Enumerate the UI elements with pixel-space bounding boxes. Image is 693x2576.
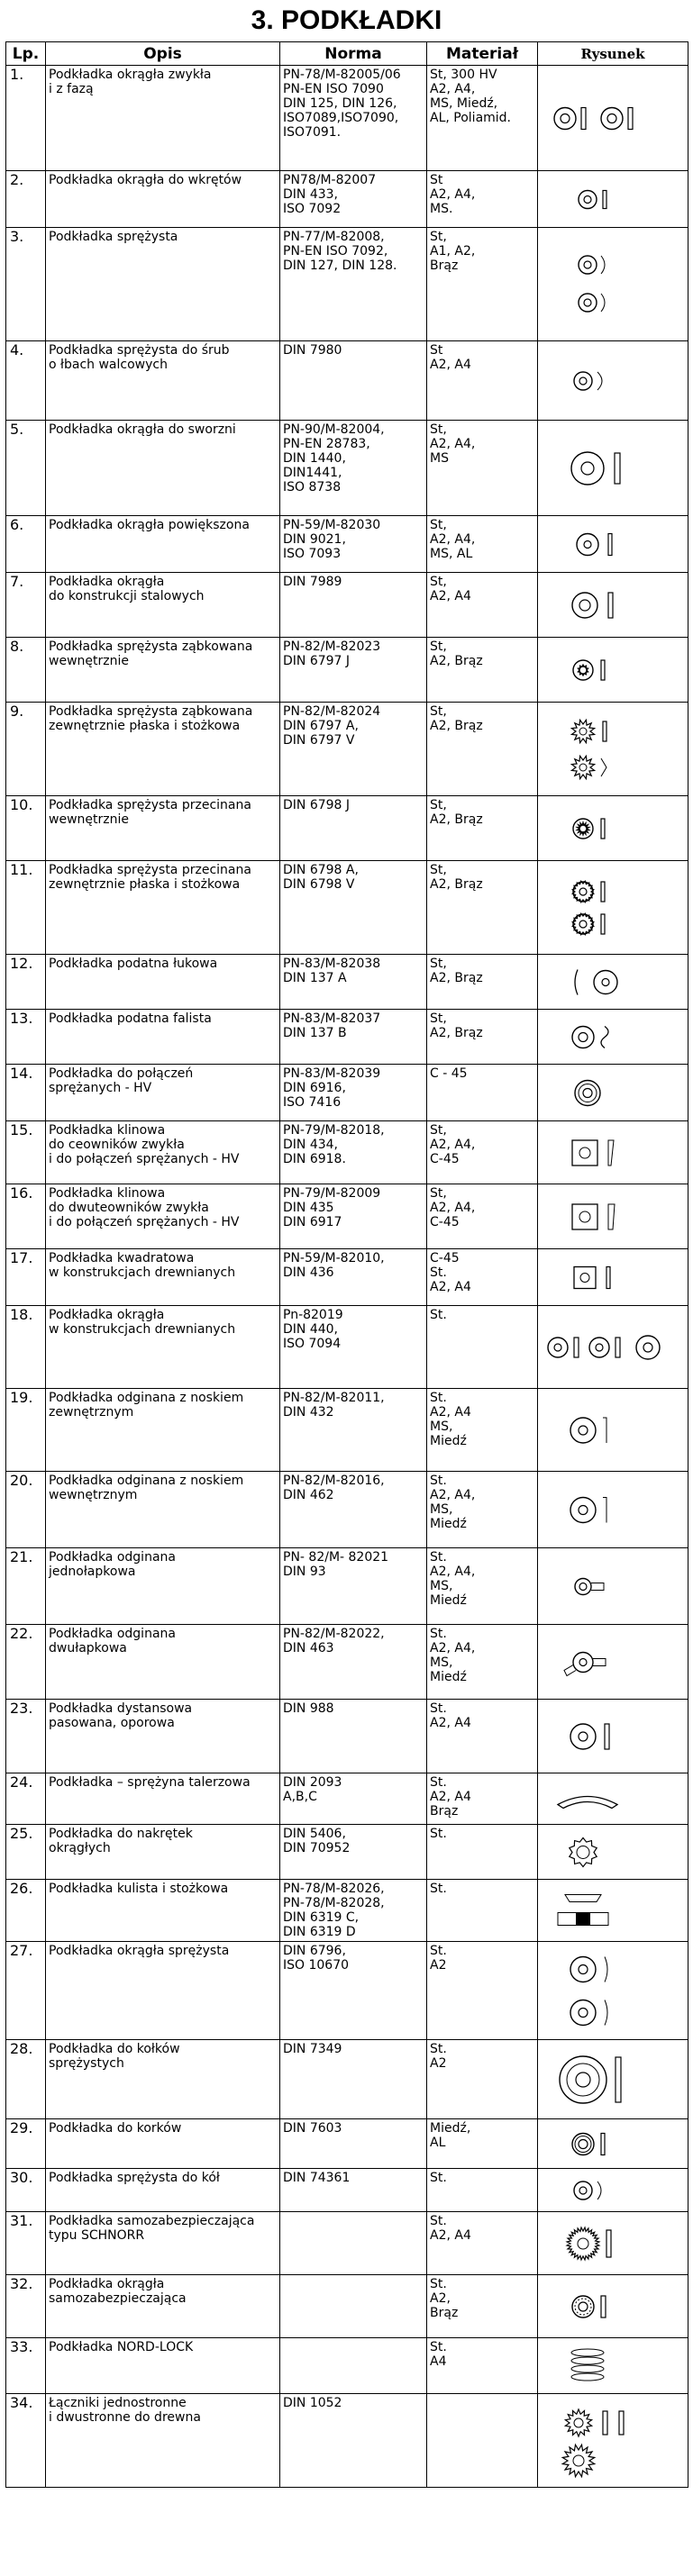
standard-cell: PN-82/M-82011, DIN 432 (280, 1389, 427, 1472)
drawing-cell (538, 1773, 688, 1825)
material-cell: Miedź, AL (427, 2119, 538, 2169)
description-cell: Podkładka okrągła w konstrukcjach drewnianych (46, 1306, 280, 1389)
material-cell: St, A2, Brąz (427, 703, 538, 796)
standard-cell: DIN 6798 A, DIN 6798 V (280, 861, 427, 955)
drawing-cell (538, 2394, 688, 2488)
table-row (6, 1880, 688, 1942)
lp-cell: 33. (6, 2338, 46, 2394)
table-row (6, 2275, 688, 2338)
material-cell: St. A2, A4 (427, 2212, 538, 2275)
description-cell: Podkładka okrągła do konstrukcji stalowych (46, 573, 280, 638)
header-opis: Opis (46, 42, 280, 66)
table-row (6, 1773, 688, 1825)
drawing-cell (538, 171, 688, 228)
description-cell: Podkładka sprężysta ząbkowana zewnętrznie płaska i stożkowa (46, 703, 280, 796)
square-taper-washer-icon (538, 1122, 682, 1184)
square-taper-washer-i-beam-icon (538, 1185, 682, 1248)
lp-cell: 26. (6, 1880, 46, 1942)
drawing-cell (538, 1389, 688, 1472)
table-row (6, 2394, 688, 2488)
material-cell: St. (427, 2169, 538, 2212)
description-cell: Podkładka okrągła sprężysta (46, 1942, 280, 2040)
square-washer-icon (538, 1250, 682, 1305)
nord-lock-washer-icon (538, 2339, 682, 2393)
disc-spring-icon (538, 1774, 682, 1824)
drawing-cell (538, 228, 688, 341)
table-row (6, 2040, 688, 2119)
self-locking-washer-icon (538, 2276, 682, 2337)
description-cell: Podkładka do nakrętek okrągłych (46, 1825, 280, 1880)
description-cell: Podkładka okrągła zwykła i z fazą (46, 66, 280, 171)
table-row (6, 1625, 688, 1700)
lp-cell: 23. (6, 1700, 46, 1773)
material-cell: St, A2, Brąz (427, 955, 538, 1010)
lp-cell: 5. (6, 421, 46, 516)
standard-cell: Pn-82019 DIN 440, ISO 7094 (280, 1306, 427, 1389)
lp-cell: 15. (6, 1121, 46, 1184)
description-cell: Podkładka podatna falista (46, 1010, 280, 1065)
drawing-cell (538, 573, 688, 638)
standard-cell: PN-82/M-82022, DIN 463 (280, 1625, 427, 1700)
lp-cell: 1. (6, 66, 46, 171)
lp-cell: 16. (6, 1184, 46, 1249)
lp-cell: 31. (6, 2212, 46, 2275)
lp-cell: 18. (6, 1306, 46, 1389)
table-row (6, 171, 688, 228)
standard-cell: PN-83/M-82038 DIN 137 A (280, 955, 427, 1010)
single-tab-washer-icon (538, 1549, 682, 1624)
description-cell: Podkładka odginana z noskiem zewnętrznym (46, 1389, 280, 1472)
standard-cell: PN- 82/M- 82021 DIN 93 (280, 1548, 427, 1625)
lp-cell: 6. (6, 516, 46, 573)
standard-cell: PN-79/M-82018, DIN 434, DIN 6918. (280, 1121, 427, 1184)
description-cell: Podkładka NORD-LOCK (46, 2338, 280, 2394)
table-row (6, 228, 688, 341)
table-row (6, 1825, 688, 1880)
lp-cell: 19. (6, 1389, 46, 1472)
description-cell: Podkładka sprężysta przecinana zewnętrznie płaska i stożkowa (46, 861, 280, 955)
description-cell: Podkładka sprężysta do kół (46, 2169, 280, 2212)
lp-cell: 21. (6, 1548, 46, 1625)
standard-cell: PN-83/M-82039 DIN 6916, ISO 7416 (280, 1065, 427, 1121)
washers-table (5, 41, 688, 2488)
table-row (6, 703, 688, 796)
steel-construction-washer-icon (538, 574, 682, 637)
drawing-cell (538, 66, 688, 171)
lp-cell: 20. (6, 1472, 46, 1548)
standard-cell: DIN 7349 (280, 2040, 427, 2119)
standard-cell: DIN 6796, ISO 10670 (280, 1942, 427, 2040)
drawing-cell (538, 516, 688, 573)
material-cell: St, A2, Brąz (427, 861, 538, 955)
internal-tab-washer-icon (538, 1473, 682, 1547)
table-row (6, 66, 688, 171)
header-lp: Lp. (6, 42, 46, 66)
standard-cell: DIN 5406, DIN 70952 (280, 1825, 427, 1880)
spherical-conical-washer-icon (538, 1881, 682, 1941)
table-row (6, 2212, 688, 2275)
lp-cell: 4. (6, 341, 46, 421)
material-cell: St. A2, A4 MS, Miedź (427, 1389, 538, 1472)
drawing-cell (538, 2275, 688, 2338)
material-cell: St, A2, A4 (427, 573, 538, 638)
curved-spring-washer-icon (538, 956, 682, 1009)
flat-washer-chamfer-icon (538, 67, 682, 170)
table-header-row (6, 42, 688, 66)
drawing-cell (538, 1306, 688, 1389)
lp-cell: 17. (6, 1249, 46, 1306)
material-cell: St, 300 HV A2, A4, MS, Miedź, AL, Poliamid. (427, 66, 538, 171)
lp-cell: 2. (6, 171, 46, 228)
material-cell: St A2, A4 (427, 341, 538, 421)
material-cell: C - 45 (427, 1065, 538, 1121)
material-cell: St, A2, Brąz (427, 796, 538, 861)
drawing-cell (538, 703, 688, 796)
drawing-cell (538, 2040, 688, 2119)
material-cell: St, A2, A4, C-45 (427, 1184, 538, 1249)
table-row (6, 1389, 688, 1472)
standard-cell (280, 2275, 427, 2338)
external-tab-washer-icon (538, 1390, 682, 1471)
table-row (6, 1121, 688, 1184)
material-cell: St A2, A4, MS. (427, 171, 538, 228)
page-title: 3. PODKŁADKI (251, 5, 442, 35)
material-cell: St, A2, A4, MS, AL (427, 516, 538, 573)
standard-cell: PN-90/M-82004, PN-EN 28783, DIN 1440, DIN1441, ISO 8738 (280, 421, 427, 516)
description-cell: Podkładka podatna łukowa (46, 955, 280, 1010)
lp-cell: 7. (6, 573, 46, 638)
standard-cell: DIN 7603 (280, 2119, 427, 2169)
standard-cell: DIN 2093 A,B,C (280, 1773, 427, 1825)
lp-cell: 34. (6, 2394, 46, 2488)
drawing-cell (538, 1121, 688, 1184)
lp-cell: 29. (6, 2119, 46, 2169)
lp-cell: 27. (6, 1942, 46, 2040)
header-rysunek: Rysunek (538, 42, 688, 66)
table-row (6, 341, 688, 421)
internal-tooth-washer-icon (538, 639, 682, 702)
shim-ring-icon (538, 1701, 682, 1773)
material-cell: St. A2, Brąz (427, 2275, 538, 2338)
hv-washer-icon (538, 1066, 682, 1120)
double-tab-washer-icon (538, 1626, 682, 1699)
drawing-cell (538, 2119, 688, 2169)
table-row (6, 1700, 688, 1773)
standard-cell: DIN 74361 (280, 2169, 427, 2212)
material-cell: St. A2 (427, 1942, 538, 2040)
lp-cell: 10. (6, 796, 46, 861)
material-cell: St. A2, A4 (427, 1700, 538, 1773)
table-row (6, 955, 688, 1010)
standard-cell: DIN 6798 J (280, 796, 427, 861)
lp-cell: 8. (6, 638, 46, 703)
drawing-cell (538, 1472, 688, 1548)
internal-serrated-washer-icon (538, 797, 682, 860)
table-row (6, 1184, 688, 1249)
drawing-cell (538, 638, 688, 703)
material-cell: St. A2, A4 Brąz (427, 1773, 538, 1825)
description-cell: Podkładka kwadratowa w konstrukcjach drewnianych (46, 1249, 280, 1306)
material-cell: St, A1, A2, Brąz (427, 228, 538, 341)
lp-cell: 28. (6, 2040, 46, 2119)
material-cell: St. A2, A4, MS, Miedź (427, 1625, 538, 1700)
lp-cell: 11. (6, 861, 46, 955)
lp-cell: 13. (6, 1010, 46, 1065)
standard-cell: PN-82/M-82016, DIN 462 (280, 1472, 427, 1548)
material-cell: St, A2, A4, C-45 (427, 1121, 538, 1184)
description-cell: Podkładka klinowa do ceowników zwykła i do połączeń sprężanych - HV (46, 1121, 280, 1184)
pin-washer-icon (538, 422, 682, 515)
table-row (6, 1010, 688, 1065)
sealing-ring-icon (538, 2120, 682, 2168)
standard-cell (280, 2212, 427, 2275)
drawing-cell (538, 861, 688, 955)
small-washer-icon (538, 172, 682, 227)
table-row (6, 573, 688, 638)
drawing-cell (538, 796, 688, 861)
table-row (6, 1306, 688, 1389)
table-row (6, 2338, 688, 2394)
spring-washer-icon (538, 229, 682, 340)
drawing-cell (538, 1825, 688, 1880)
lp-cell: 32. (6, 2275, 46, 2338)
description-cell: Podkładka kulista i stożkowa (46, 1880, 280, 1942)
timber-connector-icon (538, 2395, 682, 2487)
material-cell: St. A2, A4, MS, Miedź (427, 1472, 538, 1548)
drawing-cell (538, 1942, 688, 2040)
description-cell: Łączniki jednostronne i dwustronne do drewna (46, 2394, 280, 2488)
description-cell: Podkładka odginana jednołapkowa (46, 1548, 280, 1625)
table-row (6, 1548, 688, 1625)
material-cell: St. A2 (427, 2040, 538, 2119)
description-cell: Podkładka dystansowa pasowana, oporowa (46, 1700, 280, 1773)
description-cell: Podkładka do korków (46, 2119, 280, 2169)
standard-cell: DIN 988 (280, 1700, 427, 1773)
description-cell: Podkładka odginana z noskiem wewnętrznym (46, 1472, 280, 1548)
drawing-cell (538, 2212, 688, 2275)
table-row (6, 1942, 688, 2040)
standard-cell: DIN 1052 (280, 2394, 427, 2488)
drawing-cell (538, 2338, 688, 2394)
description-cell: Podkładka sprężysta ząbkowana wewnętrznie (46, 638, 280, 703)
external-tooth-washer-icon (538, 703, 682, 795)
description-cell: Podkładka sprężysta przecinana wewnętrznie (46, 796, 280, 861)
description-cell: Podkładka okrągła powiększona (46, 516, 280, 573)
drawing-cell (538, 1880, 688, 1942)
description-cell: Podkładka – sprężyna talerzowa (46, 1773, 280, 1825)
description-cell: Podkładka sprężysta do śrub o łbach walcowych (46, 341, 280, 421)
table-row (6, 421, 688, 516)
drawing-cell (538, 2169, 688, 2212)
wheel-spring-washer-icon (538, 2170, 682, 2211)
drawing-cell (538, 421, 688, 516)
header-material: Materiał (427, 42, 538, 66)
lp-cell: 25. (6, 1825, 46, 1880)
standard-cell: DIN 7989 (280, 573, 427, 638)
standard-cell: PN-82/M-82024 DIN 6797 A, DIN 6797 V (280, 703, 427, 796)
drawing-cell (538, 1700, 688, 1773)
lp-cell: 9. (6, 703, 46, 796)
drawing-cell (538, 1065, 688, 1121)
round-nut-lock-washer-icon (538, 1826, 682, 1879)
enlarged-washer-icon (538, 517, 682, 572)
drawing-cell (538, 1548, 688, 1625)
spring-pin-washer-icon (538, 2041, 682, 2118)
material-cell: St. (427, 1825, 538, 1880)
header-norma: Norma (280, 42, 427, 66)
lp-cell: 14. (6, 1065, 46, 1121)
wave-spring-washer-icon (538, 1011, 682, 1064)
table-row (6, 1065, 688, 1121)
drawing-cell (538, 1010, 688, 1065)
description-cell: Podkładka do kołków sprężystych (46, 2040, 280, 2119)
standard-cell: PN-78/M-82026, PN-78/M-82028, DIN 6319 C, DIN 6319 D (280, 1880, 427, 1942)
standard-cell: PN-77/M-82008, PN-EN ISO 7092, DIN 127, DIN 128. (280, 228, 427, 341)
timber-round-washer-icon (538, 1307, 682, 1388)
lp-cell: 3. (6, 228, 46, 341)
standard-cell: PN-83/M-82037 DIN 137 B (280, 1010, 427, 1065)
standard-cell (280, 2338, 427, 2394)
material-cell (427, 2394, 538, 2488)
table-row (6, 861, 688, 955)
drawing-cell (538, 1249, 688, 1306)
material-cell: St, A2, Brąz (427, 638, 538, 703)
description-cell: Podkładka odginana dwułapkowa (46, 1625, 280, 1700)
standard-cell: DIN 7980 (280, 341, 427, 421)
external-serrated-washer-icon (538, 862, 682, 954)
drawing-cell (538, 1184, 688, 1249)
spring-washer-cylinder-icon (538, 342, 682, 420)
description-cell: Podkładka sprężysta (46, 228, 280, 341)
table-row (6, 2119, 688, 2169)
table-row (6, 1472, 688, 1548)
material-cell: St, A2, Brąz (427, 1010, 538, 1065)
material-cell: St, A2, A4, MS (427, 421, 538, 516)
lp-cell: 30. (6, 2169, 46, 2212)
standard-cell: PN-82/M-82023 DIN 6797 J (280, 638, 427, 703)
material-cell: St. (427, 1880, 538, 1942)
table-row (6, 638, 688, 703)
material-cell: St. (427, 1306, 538, 1389)
description-cell: Podkładka okrągła samozabezpieczająca (46, 2275, 280, 2338)
table-row (6, 516, 688, 573)
table-row (6, 796, 688, 861)
table-row (6, 2169, 688, 2212)
material-cell: St. A2, A4, MS, Miedź (427, 1548, 538, 1625)
drawing-cell (538, 955, 688, 1010)
description-cell: Podkładka okrągła do sworzni (46, 421, 280, 516)
description-cell: Podkładka samozabezpieczająca typu SCHNORR (46, 2212, 280, 2275)
drawing-cell (538, 1625, 688, 1700)
standard-cell: PN78/M-82007 DIN 433, ISO 7092 (280, 171, 427, 228)
conical-spring-washer-icon (538, 1943, 682, 2039)
table-row (6, 1249, 688, 1306)
drawing-cell (538, 341, 688, 421)
standard-cell: PN-59/M-82010, DIN 436 (280, 1249, 427, 1306)
lp-cell: 24. (6, 1773, 46, 1825)
lp-cell: 22. (6, 1625, 46, 1700)
description-cell: Podkładka okrągła do wkrętów (46, 171, 280, 228)
description-cell: Podkładka do połączeń sprężanych - HV (46, 1065, 280, 1121)
material-cell: C-45 St. A2, A4 (427, 1249, 538, 1306)
material-cell: St. A4 (427, 2338, 538, 2394)
schnorr-washer-icon (538, 2213, 682, 2274)
standard-cell: PN-59/M-82030 DIN 9021, ISO 7093 (280, 516, 427, 573)
description-cell: Podkładka klinowa do dwuteowników zwykła i do połączeń sprężanych - HV (46, 1184, 280, 1249)
lp-cell: 12. (6, 955, 46, 1010)
standard-cell: PN-79/M-82009 DIN 435 DIN 6917 (280, 1184, 427, 1249)
standard-cell: PN-78/M-82005/06 PN-EN ISO 7090 DIN 125, DIN 126, ISO7089,ISO7090, ISO7091. (280, 66, 427, 171)
